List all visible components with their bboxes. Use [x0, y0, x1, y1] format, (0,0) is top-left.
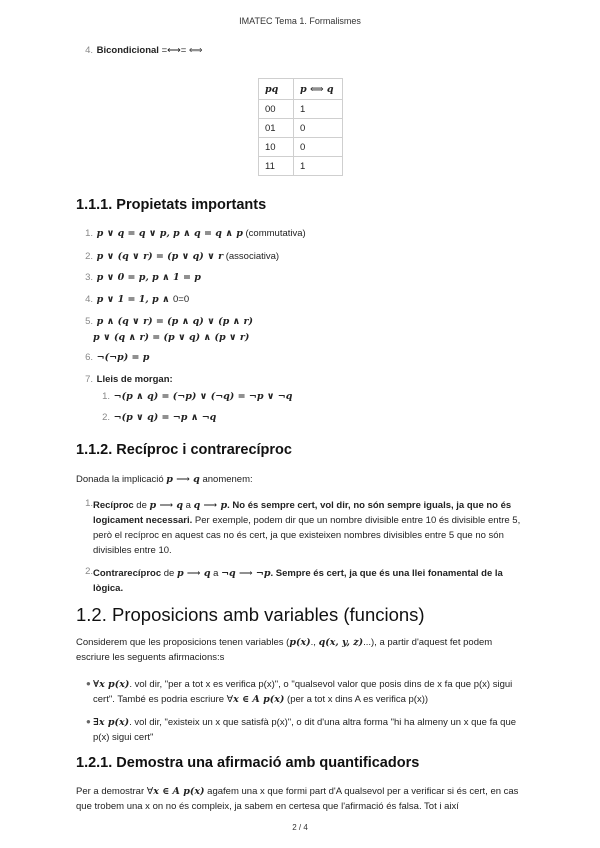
table-cell: 1 — [294, 100, 343, 119]
list-number: 3. — [85, 272, 93, 283]
list-item-bicondicional — [76, 45, 203, 56]
bold-statement: . Sempre és cert, ja que és una llei fonamental de la lògica. — [93, 568, 503, 594]
para-text: Per exemple, podem dir que un nombre divisible entre 10 és divisible entre 5, però el recíproc en aquest cas no és cert, ja que existeixen nombres divisibles entre 5 que no són divisibles entre 10. — [93, 515, 521, 556]
list-item — [76, 272, 201, 283]
term-label: Recíproc — [93, 500, 134, 511]
para-text: a — [183, 500, 194, 511]
bullet-item-existential — [93, 715, 525, 745]
math-expression: q ⟶ p — [193, 500, 228, 511]
list-text: (commutativa) — [242, 228, 306, 239]
list-item — [76, 352, 149, 363]
list-number: 1. — [85, 228, 93, 239]
para-text: ., — [310, 637, 319, 648]
term-label: Contrarecíproc — [93, 568, 162, 579]
table-cell: 1 — [294, 157, 343, 176]
math-expression: x ∈ A p(x) — [233, 694, 285, 705]
list-number: 6. — [85, 352, 93, 363]
para-text: de — [133, 500, 150, 511]
list-item — [76, 251, 279, 262]
para-text: agafem una x que formi part d'A qualsevol per a verificar si és cert, en cas que trobem una x on no és compleix, ja sabem en certesa que l'afirmació és falsa. Tot i així — [76, 786, 519, 812]
math-expression: p ⟶ q — [149, 500, 184, 511]
para-text: . vol dir, "per a tot x es verifica p(x)", o "qualsevol valor que posis dins de x fa que p(x) sigui cert". També es podria escriure ∀ — [93, 679, 513, 705]
table-cell: 01 — [259, 119, 294, 138]
math-expression: p ∨ 1 = 1, p ∧ — [96, 294, 173, 305]
list-number: 4. — [85, 45, 93, 56]
table-row — [259, 100, 343, 119]
para-text: Per a demostrar ∀ — [76, 786, 154, 797]
section-title-propietats: 1.1.1. Propietats importants — [76, 197, 267, 213]
table-header-cell: p ⟺ q — [294, 79, 343, 100]
list-number: 4. — [85, 294, 93, 305]
list-item-morgan — [76, 374, 173, 385]
para-text: anomenem: — [199, 474, 253, 485]
truth-table — [258, 78, 343, 176]
math-expression: ¬(¬p) = p — [96, 352, 150, 363]
table-cell: 00 — [259, 100, 294, 119]
section-title-proposicions: 1.2. Proposicions amb variables (funcions) — [76, 604, 425, 625]
list-item-contrareciproc — [93, 566, 525, 596]
math-expression: p ⟶ q — [176, 568, 211, 579]
math-symbols: =⟷= ⟺ — [161, 45, 203, 56]
list-number: 2. — [102, 412, 110, 423]
bold-statement: . No és sempre cert, vol dir, no són sempre iguals, ja que no és logicament necessari. — [93, 500, 512, 526]
para-text: . vol dir, "existeix un x que satisfà p(x)", o dit d'una altra forma "hi ha almeny un x que fa que p(x) sigui cert" — [93, 717, 517, 743]
math-expression: ∃x p(x) — [93, 717, 130, 728]
para-text: Considerem que les proposicions tenen variables ( — [76, 637, 290, 648]
list-number: 1. — [85, 498, 93, 509]
sub-list-item — [93, 412, 216, 423]
list-text: (associativa) — [223, 251, 280, 262]
table-cell: 0 — [294, 138, 343, 157]
table-row — [259, 138, 343, 157]
term-label: Lleis de morgan: — [96, 374, 173, 385]
table-cell: 11 — [259, 157, 294, 176]
bullet-item-universal — [93, 677, 525, 707]
list-number: 1. — [102, 391, 110, 402]
math-expression: ¬(p ∧ q) = (¬p) ∨ (¬q) = ¬p ∨ ¬q — [113, 391, 293, 402]
section-title-reciproc: 1.1.2. Recíproc i contrarecíproc — [76, 442, 292, 458]
list-number: 2. — [85, 566, 93, 577]
para-text: Donada la implicació — [76, 474, 167, 485]
table-row — [259, 157, 343, 176]
intro-paragraph — [76, 472, 528, 487]
para-text: (per a tot x dins A es verifica p(x)) — [284, 694, 429, 705]
math-expression: p ∨ (q ∨ r) = (p ∨ q) ∨ r — [96, 251, 224, 262]
body-paragraph — [76, 784, 528, 814]
math-expression: ∀x p(x) — [93, 679, 130, 690]
intro-paragraph — [76, 635, 528, 665]
para-text: a — [210, 568, 222, 579]
list-item — [76, 316, 253, 327]
list-item — [76, 228, 306, 239]
math-expression: p ∨ (q ∧ r) = (p ∨ q) ∧ (p ∨ r) — [93, 332, 250, 343]
list-item — [76, 294, 189, 305]
math-expression: p ∨ q = q ∨ p, p ∧ q = q ∧ p — [96, 228, 243, 239]
page-number: 2 / 4 — [292, 823, 308, 832]
para-text: de — [161, 568, 177, 579]
table-header-row — [259, 79, 343, 100]
table-header-cell: pq — [259, 79, 294, 100]
math-expression: p ∧ (q ∨ r) = (p ∧ q) ∨ (p ∧ r) — [96, 316, 254, 327]
section-title-demostra: 1.2.1. Demostra una afirmació amb quantificadors — [76, 755, 420, 771]
math-expression: ¬q ⟶ ¬p — [221, 568, 271, 579]
page-header: IMATEC Tema 1. Formalismes — [239, 16, 361, 26]
sub-list-item — [93, 391, 292, 402]
list-number: 2. — [85, 251, 93, 262]
math-expression: ¬(p ∨ q) = ¬p ∧ ¬q — [113, 412, 217, 423]
list-text: 0=0 — [173, 294, 190, 305]
math-expression: x ∈ A p(x) — [153, 786, 205, 797]
bullet-icon: ● — [86, 679, 91, 688]
table-cell: 10 — [259, 138, 294, 157]
math-expression: p ∨ 0 = p, p ∧ 1 = p — [96, 272, 201, 283]
table-cell: 0 — [294, 119, 343, 138]
bullet-icon: ● — [86, 717, 91, 726]
para-text: ...), a partir d'aquest fet podem escriure les seguents afirmacions:s — [76, 637, 493, 663]
math-expression: p(x) — [289, 637, 311, 648]
list-number: 5. — [85, 316, 93, 327]
table-row — [259, 119, 343, 138]
list-item-reciproc — [93, 498, 525, 558]
list-number: 7. — [85, 374, 93, 385]
list-item-continuation — [93, 332, 249, 343]
term-label: Bicondicional — [96, 45, 159, 56]
math-expression: q(x, y, z) — [318, 637, 364, 648]
math-expression: p ⟶ q — [166, 474, 200, 485]
